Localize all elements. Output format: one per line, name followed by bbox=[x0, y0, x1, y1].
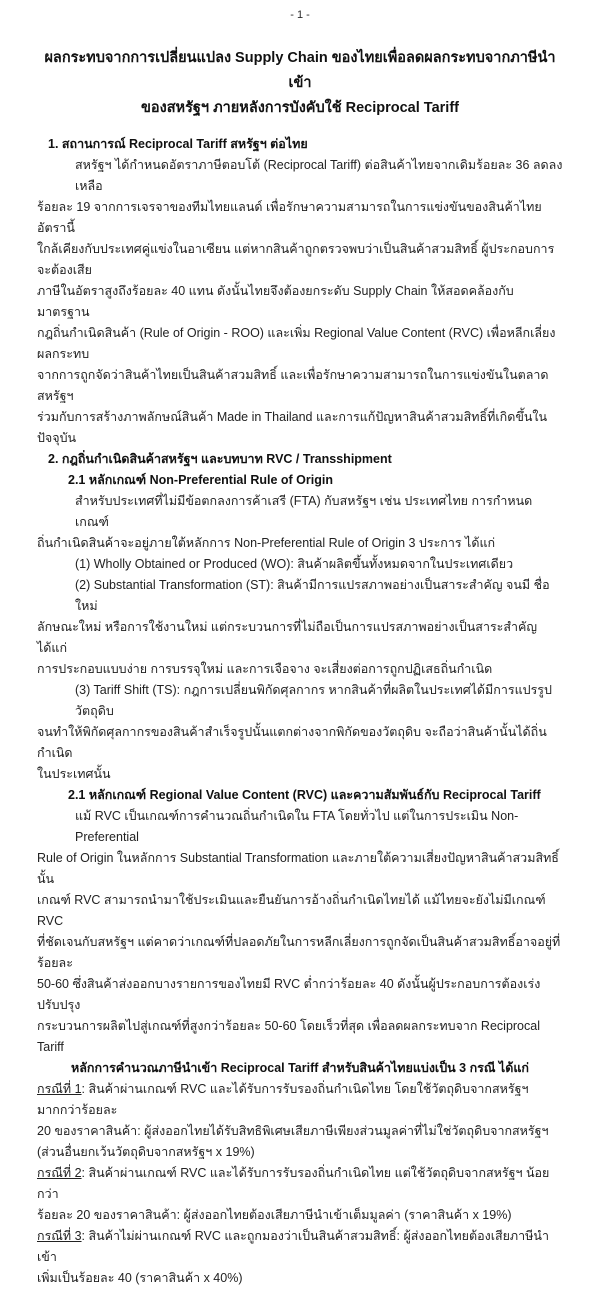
paragraph-line: เกณฑ์ RVC สามารถนำมาใช้ประเมินและยืนยันการอ้างถิ่นกำเนิดไทยได้ แม้ไทยจะยังไม่มีเกณฑ์ RVC bbox=[37, 893, 546, 928]
list-item-ts: (3) Tariff Shift (TS): กฎการเปลี่ยนพิกัดศุลกากร หากสินค้าที่ผลิตในประเทศได้มีการแปรรูปวัตถุดิบ bbox=[75, 683, 552, 718]
paragraph-line: การประกอบแบบง่าย การบรรจุใหม่ และการเจือจาง จะเสี่ยงต่อการถูกปฏิเสธถิ่นกำเนิด bbox=[37, 662, 493, 676]
paragraph-line: จนทำให้พิกัดศุลกากรของสินค้าสำเร็จรูปนั้นแตกต่างจากพิกัดของวัตถุดิบ จะถือว่าสินค้านั้นได้ถิ่นกำเนิด bbox=[37, 725, 547, 760]
paragraph-line: แม้ RVC เป็นเกณฑ์การคำนวณถิ่นกำเนิดใน FTA โดยทั่วไป แต่ในการประเมิน Non-Preferential bbox=[75, 809, 519, 844]
paragraph-line: ถิ่นกำเนิดสินค้าจะอยู่ภายใต้หลักการ Non-Preferential Rule of Origin 3 ประการ ได้แก่ bbox=[37, 536, 496, 550]
paragraph-line: ที่ชัดเจนกับสหรัฐฯ แต่คาดว่าเกณฑ์ที่ปลอดภัยในการหลีกเลี่ยงการถูกจัดเป็นสินค้าสวมสิทธิ์อาจอยู่ที่ร้อยละ bbox=[37, 935, 561, 970]
title-line-1: ผลกระทบจากการเปลี่ยนแปลง Supply Chain ของไทยเพื่อลดผลกระทบจากภาษีนำเข้า bbox=[44, 50, 556, 91]
paragraph-line: ร้อยละ 19 จากการเจรจาของทีมไทยแลนด์ เพื่อรักษาความสามารถในการแข่งขันของสินค้าไทย อัตรานี้ bbox=[37, 200, 542, 235]
list-item-wo: (1) Wholly Obtained or Produced (WO): สินค้าผลิตขึ้นทั้งหมดจากในประเทศเดียว bbox=[75, 557, 514, 571]
case-2-line bbox=[37, 1163, 563, 1205]
paragraph-line: (ส่วนอื่นยกเว้นวัตถุดิบจากสหรัฐฯ x 19%) bbox=[37, 1145, 255, 1159]
case-1-line bbox=[37, 1079, 563, 1121]
paragraph-line: 20 ของราคาสินค้า: ผู้ส่งออกไทยได้รับสิทธิพิเศษเสียภาษีเพียงส่วนมูลค่าที่ไม่ใช่วัตถุดิบจากสหรัฐฯ bbox=[37, 1124, 549, 1138]
subheading-2-1-roo: 2.1 หลักเกณฑ์ Non-Preferential Rule of Origin bbox=[68, 473, 333, 487]
paragraph-line: กฎถิ่นกำเนิดสินค้า (Rule of Origin - ROO) และเพิ่ม Regional Value Content (RVC) เพื่อหลีกเลี่ยงผลกระทบ bbox=[37, 326, 556, 361]
paragraph-line: กระบวนการผลิตไปสู่เกณฑ์ที่สูงกว่าร้อยละ 50-60 โดยเร็วที่สุด เพื่อลดผลกระทบจาก Reciprocal Tariff bbox=[37, 1019, 540, 1054]
list-item-st: (2) Substantial Transformation (ST): สินค้ามีการแปรสภาพอย่างเป็นสาระสำคัญ จนมี ชื่อใหม่ bbox=[75, 578, 550, 613]
heading-section-2: 2. กฎถิ่นกำเนิดสินค้าสหรัฐฯ และบทบาท RVC / Transshipment bbox=[48, 452, 392, 466]
case-1-text: : สินค้าผ่านเกณฑ์ RVC และได้รับการรับรองถิ่นกำเนิดไทย โดยใช้วัตถุดิบจากสหรัฐฯ มากกว่าร้อยละ bbox=[37, 1082, 529, 1117]
paragraph-line: ในประเทศนั้น bbox=[37, 767, 111, 781]
page-number: - 1 - bbox=[290, 9, 310, 21]
paragraph-line: Rule of Origin ในหลักการ Substantial Transformation และภายใต้ความเสี่ยงปัญหาสินค้าสวมสิทธิ์นั้น bbox=[37, 851, 559, 886]
case-3-label: กรณีที่ 3 bbox=[37, 1229, 82, 1243]
paragraph-line: เพิ่มเป็นร้อยละ 40 (ราคาสินค้า x 40%) bbox=[37, 1271, 243, 1285]
paragraph-line: ภาษีในอัตราสูงถึงร้อยละ 40 แทน ดังนั้นไทยจึงต้องยกระดับ Supply Chain ให้สอดคล้องกับมาตรฐาน bbox=[37, 284, 514, 319]
case-3-line bbox=[37, 1226, 563, 1268]
case-2-text: : สินค้าผ่านเกณฑ์ RVC และได้รับการรับรองถิ่นกำเนิดไทย แต่ใช้วัตถุดิบจากสหรัฐฯ น้อยกว่า bbox=[37, 1166, 550, 1201]
paragraph-line: 50-60 ซึ่งสินค้าส่งออกบางรายการของไทยมี RVC ต่ำกว่าร้อยละ 40 ดังนั้นผู้ประกอบการต้องเร่งปรับปรุง bbox=[37, 977, 541, 1012]
paragraph-line: ลักษณะใหม่ หรือการใช้งานใหม่ แต่กระบวนการที่ไม่ถือเป็นการแปรสภาพอย่างเป็นสาระสำคัญ ได้แก่ bbox=[37, 620, 538, 655]
heading-section-1: 1. สถานการณ์ Reciprocal Tariff สหรัฐฯ ต่อไทย bbox=[48, 137, 308, 151]
title-line-2: ของสหรัฐฯ ภายหลังการบังคับใช้ Reciprocal Tariff bbox=[141, 100, 459, 116]
document-title bbox=[37, 46, 563, 121]
paragraph-line: สหรัฐฯ ได้กำหนดอัตราภาษีตอบโต้ (Reciprocal Tariff) ต่อสินค้าไทยจากเดิมร้อยละ 36 ลดลงเหลือ bbox=[75, 158, 563, 193]
paragraph-line: ใกล้เคียงกับประเทศคู่แข่งในอาเซียน แต่หากสินค้าถูกตรวจพบว่าเป็นสินค้าสวมสิทธิ์ ผู้ประกอบการจะต้องเสีย bbox=[37, 242, 555, 277]
case-3-text: : สินค้าไม่ผ่านเกณฑ์ RVC และถูกมองว่าเป็นสินค้าสวมสิทธิ์: ผู้ส่งออกไทยต้องเสียภาษีนำเข้า bbox=[37, 1229, 549, 1264]
subheading-2-1-rvc: 2.1 หลักเกณฑ์ Regional Value Content (RVC) และความสัมพันธ์กับ Reciprocal Tariff bbox=[68, 788, 541, 802]
case-2-label: กรณีที่ 2 bbox=[37, 1166, 82, 1180]
paragraph-line: ร่วมกับการสร้างภาพลักษณ์สินค้า Made in Thailand และการแก้ปัญหาสินค้าสวมสิทธิ์ที่เกิดขึ้นในปัจจุบัน bbox=[37, 410, 548, 445]
paragraph-line: จากการถูกจัดว่าสินค้าไทยเป็นสินค้าสวมสิทธิ์ และเพื่อรักษาความสามารถในการแข่งขันในตลาดสหรัฐฯ bbox=[37, 368, 549, 403]
paragraph-line: ร้อยละ 20 ของราคาสินค้า: ผู้ส่งออกไทยต้องเสียภาษีนำเข้าเต็มมูลค่า (ราคาสินค้า x 19%) bbox=[37, 1208, 512, 1222]
tariff-calculation-heading: หลักการคำนวณภาษีนำเข้า Reciprocal Tariff สำหรับสินค้าไทยแบ่งเป็น 3 กรณี ได้แก่ bbox=[71, 1061, 529, 1075]
case-1-label: กรณีที่ 1 bbox=[37, 1082, 82, 1096]
document-body bbox=[37, 134, 563, 1289]
paragraph-line: สำหรับประเทศที่ไม่มีข้อตกลงการค้าเสรี (FTA) กับสหรัฐฯ เช่น ประเทศไทย การกำหนดเกณฑ์ bbox=[75, 494, 533, 529]
